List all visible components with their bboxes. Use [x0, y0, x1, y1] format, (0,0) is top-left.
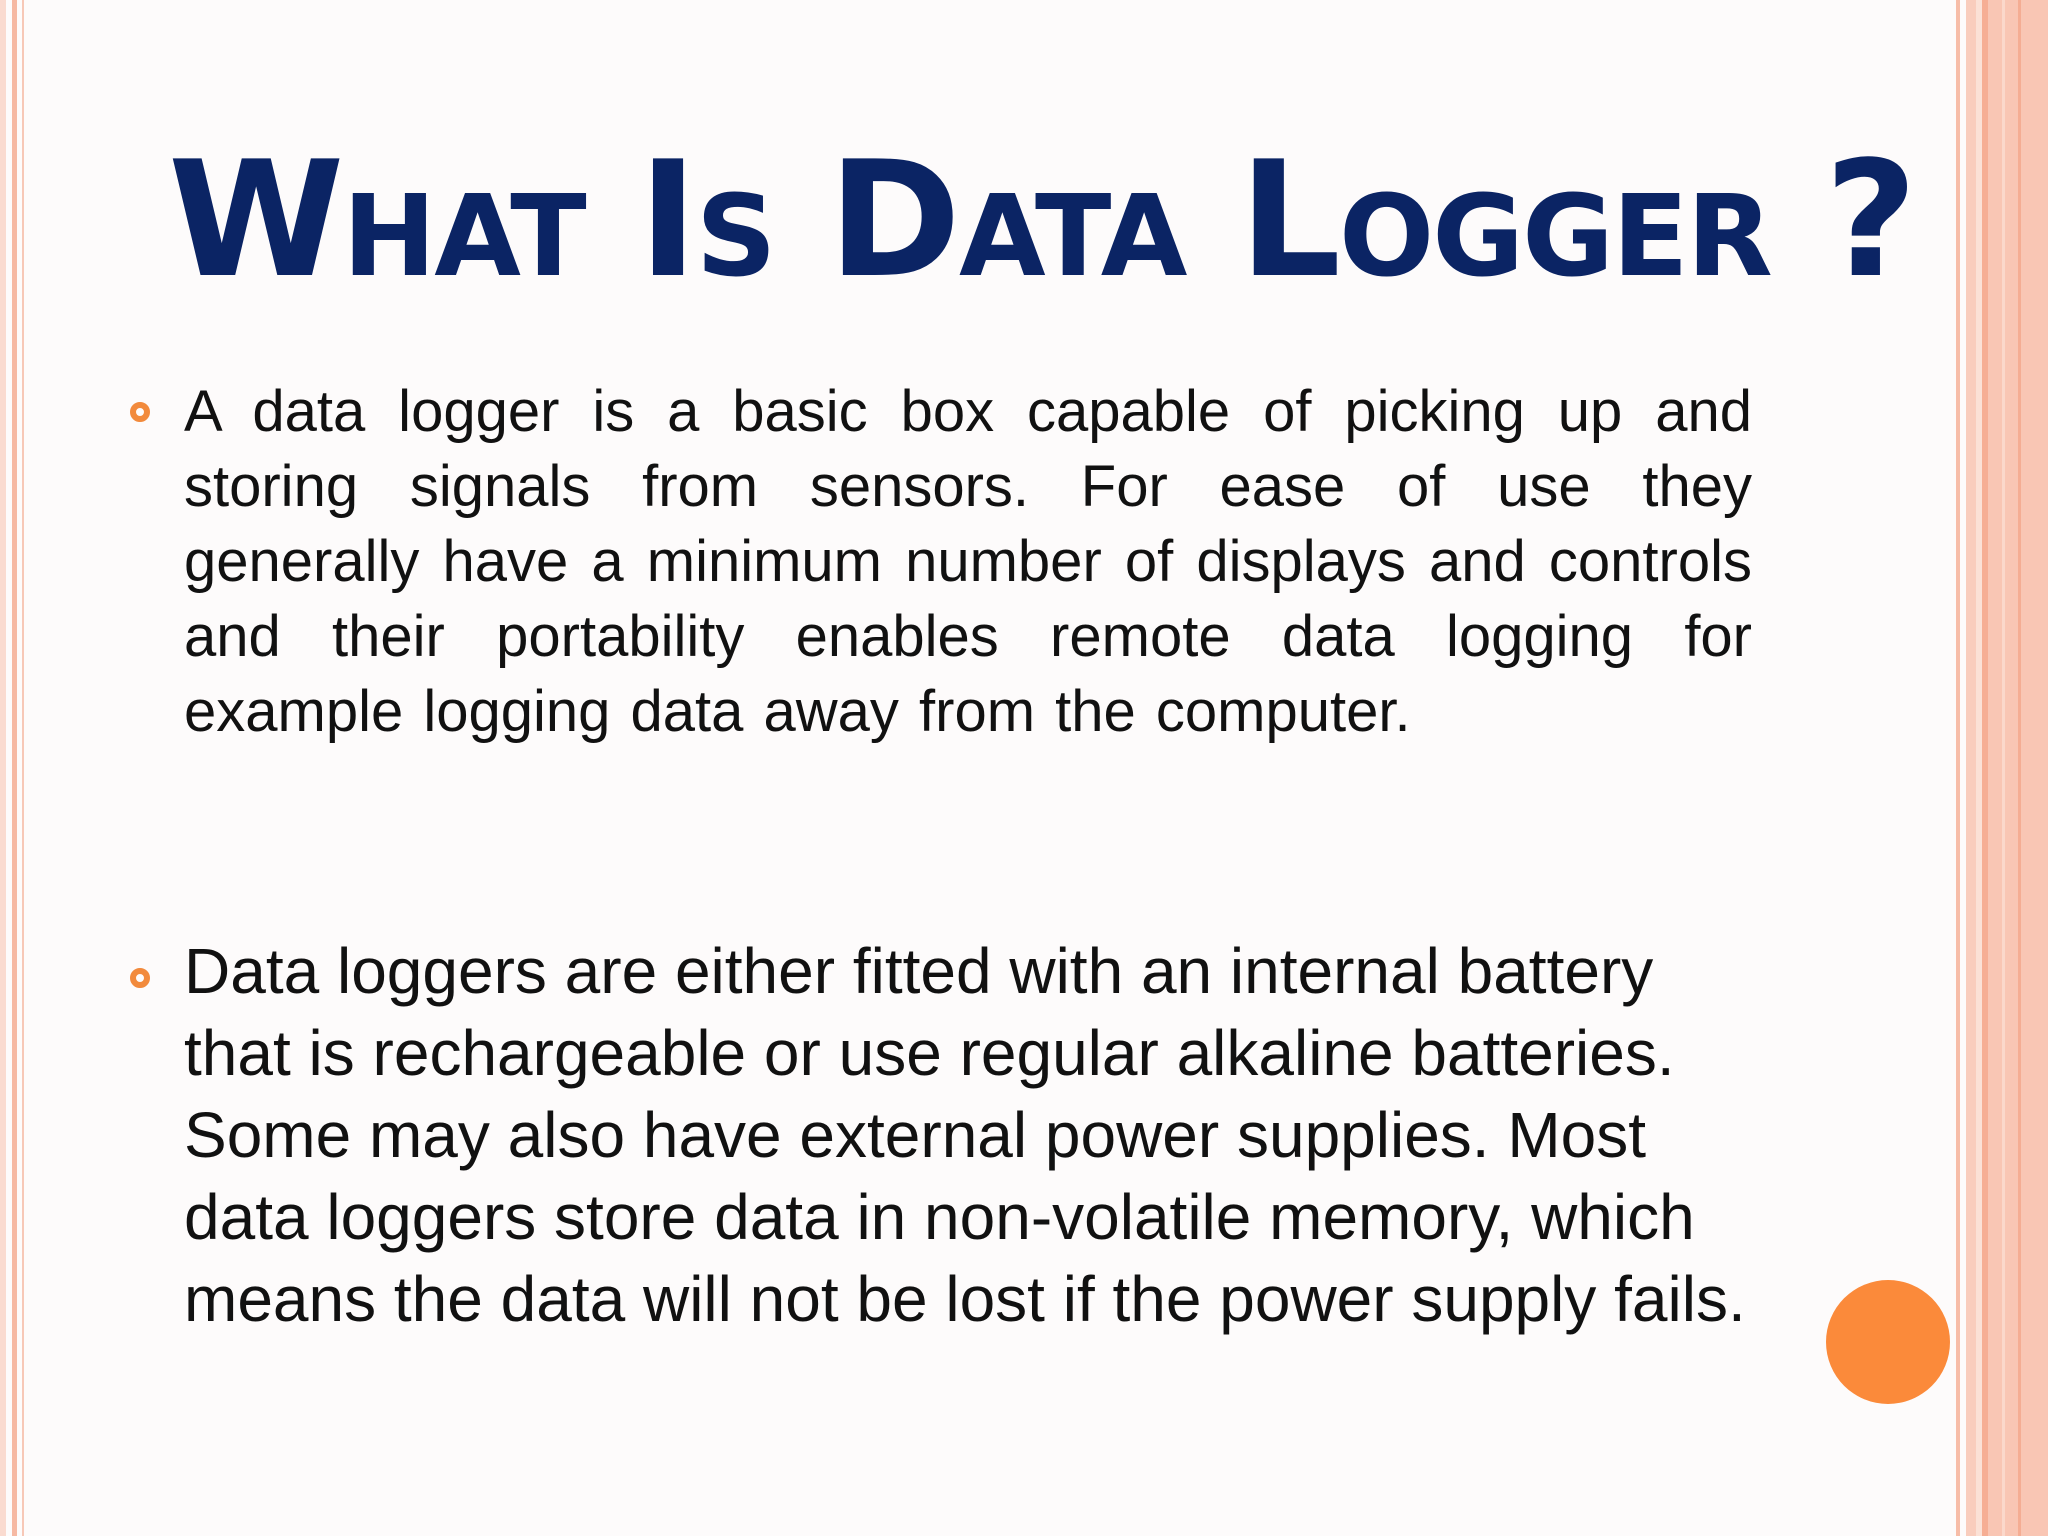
left-border-line	[0, 0, 6, 1536]
bullet-paragraph: A data logger is a basic box capable of picking up and storing signals from sensors. For ease of use they generally have a minimum number of displays and controls and their portability enables remote data logging for example logging data away from the computer.	[184, 379, 1752, 744]
right-border-stripe	[2002, 0, 2005, 1536]
right-border-stripe	[2018, 0, 2021, 1536]
right-border-stripe	[1966, 0, 1976, 1536]
orange-circle-icon	[1826, 1280, 1950, 1404]
slide-title: What Is Data Logger ?	[168, 126, 1916, 313]
ring-bullet-icon	[130, 402, 150, 422]
ring-bullet-icon	[130, 968, 150, 988]
left-border-line	[12, 0, 17, 1536]
left-border-line	[22, 0, 24, 1536]
bullet-paragraph: Data loggers are either fitted with an internal battery that is rechargeable or use regular alkaline batteries. Some may also have external power supplies. Most data loggers store data in non-volatile memory, which means the data will not be lost if the power supply fails.	[184, 935, 1746, 1335]
right-border-stripe	[1956, 0, 1960, 1536]
